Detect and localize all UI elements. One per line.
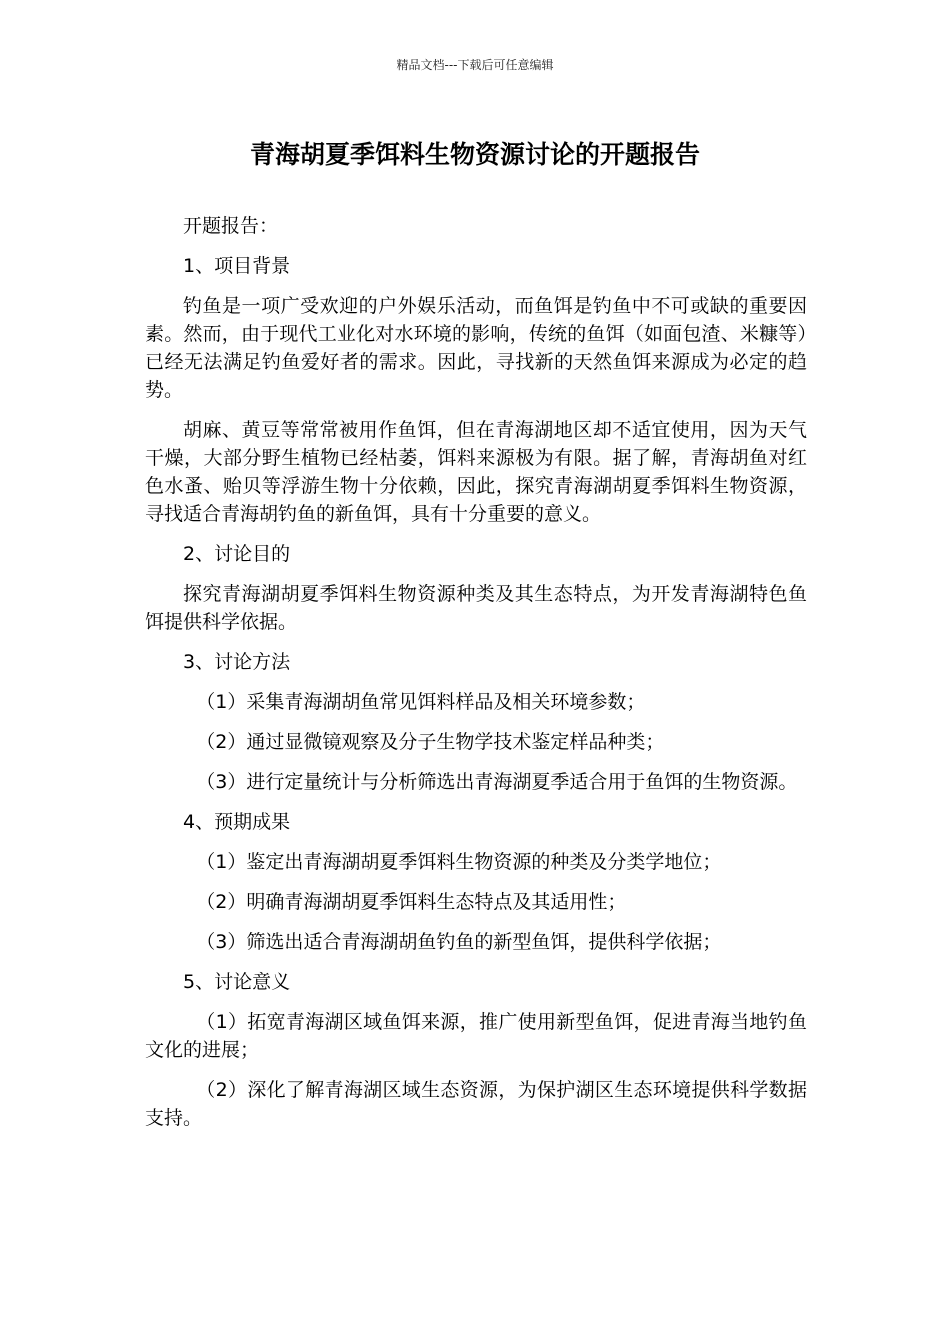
section-heading-methods: 3、讨论方法: [183, 651, 291, 673]
intro-text: 开题报告：: [183, 215, 279, 237]
document-title: 青海胡夏季饵料生物资源讨论的开题报告: [249, 140, 700, 169]
background-paragraph-1: 钓鱼是一项广受欢迎的户外娱乐活动，而鱼饵是钓鱼中不可或缺的重要因素。然而，由于现代工业化对水环境的影响，传统的鱼饵（如面包渣、米糠等）已经无法满足钓鱼爱好者的需求。因此，寻找新的天然鱼饵来源成为必定的趋势。: [145, 295, 807, 401]
page-header: 精品文档---下载后可任意编辑: [396, 58, 554, 72]
outcomes-item-3: （3）筛选出适合青海湖胡鱼钓鱼的新型鱼饵，提供科学依据；: [196, 931, 722, 953]
section-heading-background: 1、项目背景: [183, 255, 291, 277]
methods-item-2: （2）通过显微镜观察及分子生物学技术鉴定样品种类；: [196, 731, 665, 753]
outcomes-item-2: （2）明确青海湖胡夏季饵料生态特点及其适用性；: [196, 891, 627, 913]
document-body: [145, 212, 807, 1144]
methods-item-3: （3）进行定量统计与分析筛选出青海湖夏季适合用于鱼饵的生物资源。: [196, 771, 798, 793]
section-heading-purpose: 2、讨论目的: [183, 543, 291, 565]
background-paragraph-2: 胡麻、黄豆等常常被用作鱼饵，但在青海湖地区却不适宜使用，因为天气干燥，大部分野生植物已经枯萎，饵料来源极为有限。据了解，青海胡鱼对红色水蚤、贻贝等浮游生物十分依赖，因此，探究青海湖胡夏季饵料生物资源，寻找适合青海胡钓鱼的新鱼饵，具有十分重要的意义。: [145, 419, 807, 525]
outcomes-item-1: （1）鉴定出青海湖胡夏季饵料生物资源的种类及分类学地位；: [196, 851, 722, 873]
purpose-paragraph: 探究青海湖胡夏季饵料生物资源种类及其生态特点，为开发青海湖特色鱼饵提供科学依据。: [145, 583, 807, 633]
methods-item-1: （1）采集青海湖胡鱼常见饵料样品及相关环境参数；: [196, 691, 646, 713]
significance-item-1: （1）拓宽青海湖区域鱼饵来源，推广使用新型鱼饵，促进青海当地钓鱼文化的进展；: [145, 1011, 807, 1061]
section-heading-outcomes: 4、预期成果: [183, 811, 291, 833]
significance-item-2: （2）深化了解青海湖区域生态资源，为保护湖区生态环境提供科学数据支持。: [145, 1079, 807, 1129]
section-heading-significance: 5、讨论意义: [183, 971, 291, 993]
